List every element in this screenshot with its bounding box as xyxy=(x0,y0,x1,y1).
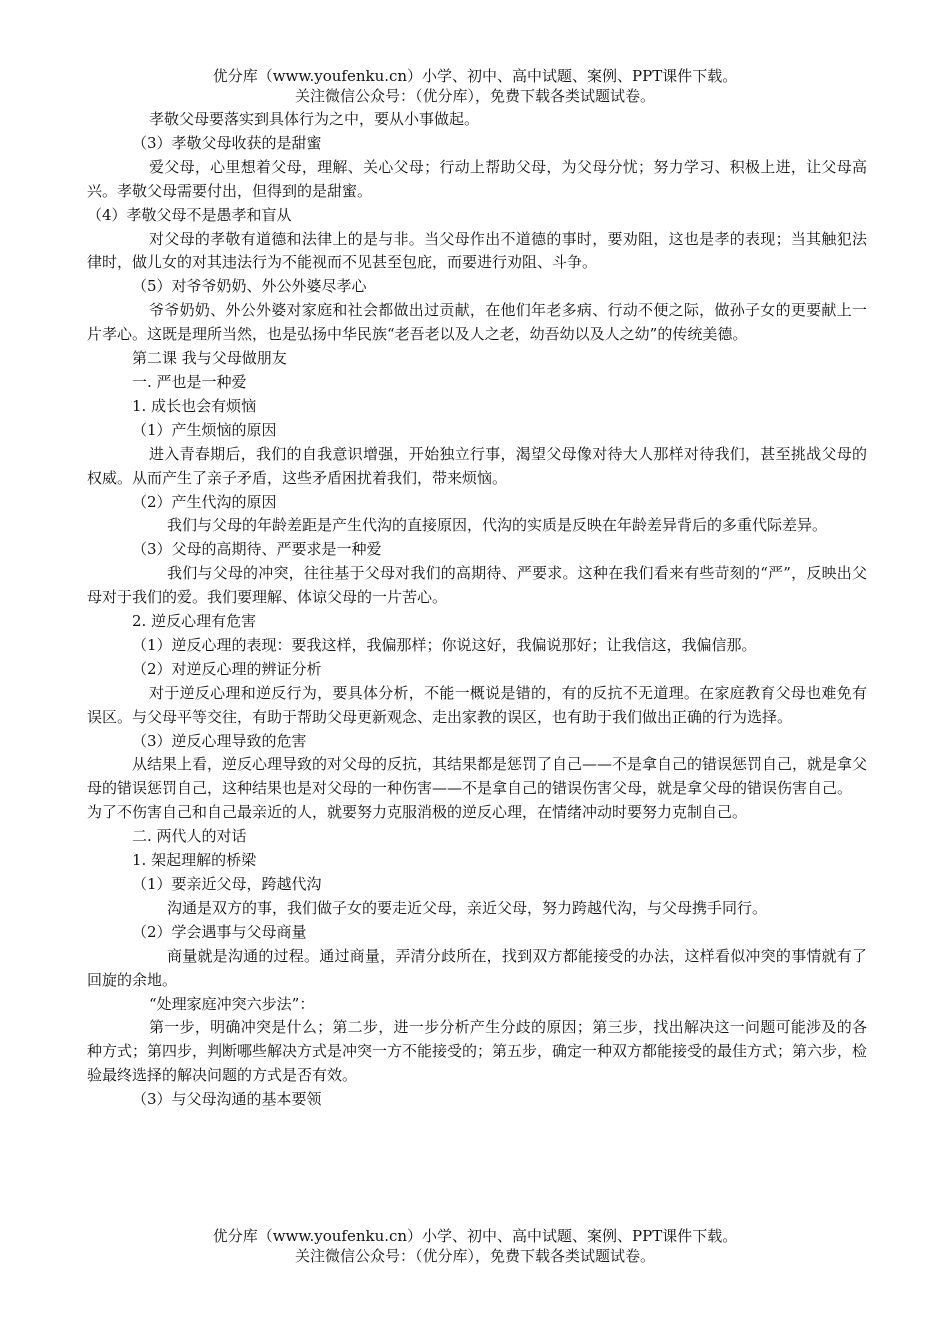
paragraph: 1. 架起理解的桥梁 xyxy=(132,851,257,870)
paragraph: 第一步，明确冲突是什么；第二步，进一步分析产生分歧的原因；第三步，找出解决这一问题可能涉及的各种方式；第四步，判断哪些解决方式是冲突一方不能接受的；第五步，确定一种双方都能接受的最佳方式；第六步，检验最终选择的解决问题的方式是否有效。 xyxy=(87,1018,868,1085)
paragraph: （1）产生烦恼的原因 xyxy=(132,420,277,439)
paragraph: 对于逆反心理和逆反行为，要具体分析，不能一概说是错的，有的反抗不无道理。在家庭教育父母也难免有误区。与父母平等交往，有助于帮助父母更新观念、走出家教的误区，也有助于我们做出正确的行为选择。 xyxy=(87,683,867,726)
paragraph: （2）学会遇事与父母商量 xyxy=(132,922,307,941)
header-line-1: 优分库（www.youfenku.cn）小学、初中、高中试题、案例、PPT课件下载。 xyxy=(212,67,738,85)
paragraph: （2）对逆反心理的辨证分析 xyxy=(132,659,322,678)
paragraph: 对父母的孝敬有道德和法律上的是与非。当父母作出不道德的事时，要劝阻，这也是孝的表现；当其触犯法律时，做儿女的对其违法行为不能视而不见甚至包庇，而要进行劝阻、斗争。 xyxy=(87,229,867,272)
paragraph: 沟通是双方的事，我们做子女的要走近父母，亲近父母，努力跨越代沟，与父母携手同行。 xyxy=(167,898,768,917)
paragraph: 爷爷奶奶、外公外婆对家庭和社会都做出过贡献，在他们年老多病、行动不便之际，做孙子女的更要献上一片孝心。这既是理所当然，也是弘扬中华民族“老吾老以及人之老，幼吾幼以及人之幼”的传统美德。 xyxy=(87,301,867,344)
paragraph: 商量就是沟通的过程。通过商量，弄清分歧所在，找到双方都能接受的办法，这样看似冲突的事情就有了回旋的余地。 xyxy=(87,946,867,989)
footer-line-1: 优分库（www.youfenku.cn）小学、初中、高中试题、案例、PPT课件下载。 xyxy=(212,1227,738,1245)
paragraph: （1）逆反心理的表现：要我这样，我偏那样；你说这好，我偏说那好；让我信这，我偏信那。 xyxy=(132,635,757,654)
paragraph: （4）孝敬父母不是愚孝和盲从 xyxy=(87,205,292,224)
paragraph: （3）逆反心理导致的危害 xyxy=(132,731,307,750)
paragraph: （1）要亲近父母，跨越代沟 xyxy=(132,875,322,893)
document-body xyxy=(87,108,867,1112)
paragraph: 孝敬父母要落实到具体行为之中，要从小事做起。 xyxy=(149,110,480,128)
paragraph: “处理家庭冲突六步法”： xyxy=(149,994,315,1013)
paragraph: 1. 成长也会有烦恼 xyxy=(132,396,257,415)
footer-line-2: 关注微信公众号：（优分库），免费下载各类试题试卷。 xyxy=(294,1247,655,1265)
page-header xyxy=(0,66,950,106)
paragraph: 第二课 我与父母做朋友 xyxy=(132,349,287,368)
paragraph: 一. 严也是一种爱 xyxy=(132,372,247,391)
page-footer xyxy=(0,1226,950,1266)
paragraph: 二. 两代人的对话 xyxy=(132,827,247,846)
paragraph: （2）产生代沟的原因 xyxy=(132,492,277,511)
header-line-2: 关注微信公众号：（优分库），免费下载各类试题试卷。 xyxy=(294,87,655,105)
paragraph: （5）对爷爷奶奶、外公外婆尽孝心 xyxy=(132,277,367,296)
paragraph: 爱父母，心里想着父母，理解、关心父母；行动上帮助父母，为父母分忧；努力学习、积极上进，让父母高兴。孝敬父母需要付出，但得到的是甜蜜。 xyxy=(87,157,867,200)
paragraph: （3）孝敬父母收获的是甜蜜 xyxy=(132,133,322,152)
paragraph: 为了不伤害自己和自己最亲近的人，就要努力克服消极的逆反心理，在情绪冲动时要努力克制自己。 xyxy=(87,803,748,822)
paragraph: 2. 逆反心理有危害 xyxy=(132,612,257,631)
paragraph: 进入青春期后，我们的自我意识增强，开始独立行事，渴望父母像对待大人那样对待我们，甚至挑战父母的权威。从而产生了亲子矛盾，这些矛盾困扰着我们，带来烦恼。 xyxy=(87,444,867,487)
paragraph: （3）与父母沟通的基本要领 xyxy=(132,1090,322,1109)
paragraph: 我们与父母的冲突，往往基于父母对我们的高期待、严要求。这种在我们看来有些苛刻的“严”，反映出父母对于我们的爱。我们要理解、体谅父母的一片苦心。 xyxy=(87,564,867,607)
paragraph: 从结果上看，逆反心理导致的对父母的反抗，其结果都是惩罚了自己——不是拿自己的错误惩罚自己，就是拿父母的错误惩罚自己，这种结果也是对父母的一种伤害——不是拿自己的错误伤害父母，就是拿父母的错误伤害自己。 xyxy=(87,755,868,798)
paragraph: （3）父母的高期待、严要求是一种爱 xyxy=(132,540,382,559)
paragraph: 我们与父母的年龄差距是产生代沟的直接原因，代沟的实质是反映在年龄差异背后的多重代际差异。 xyxy=(167,516,828,535)
